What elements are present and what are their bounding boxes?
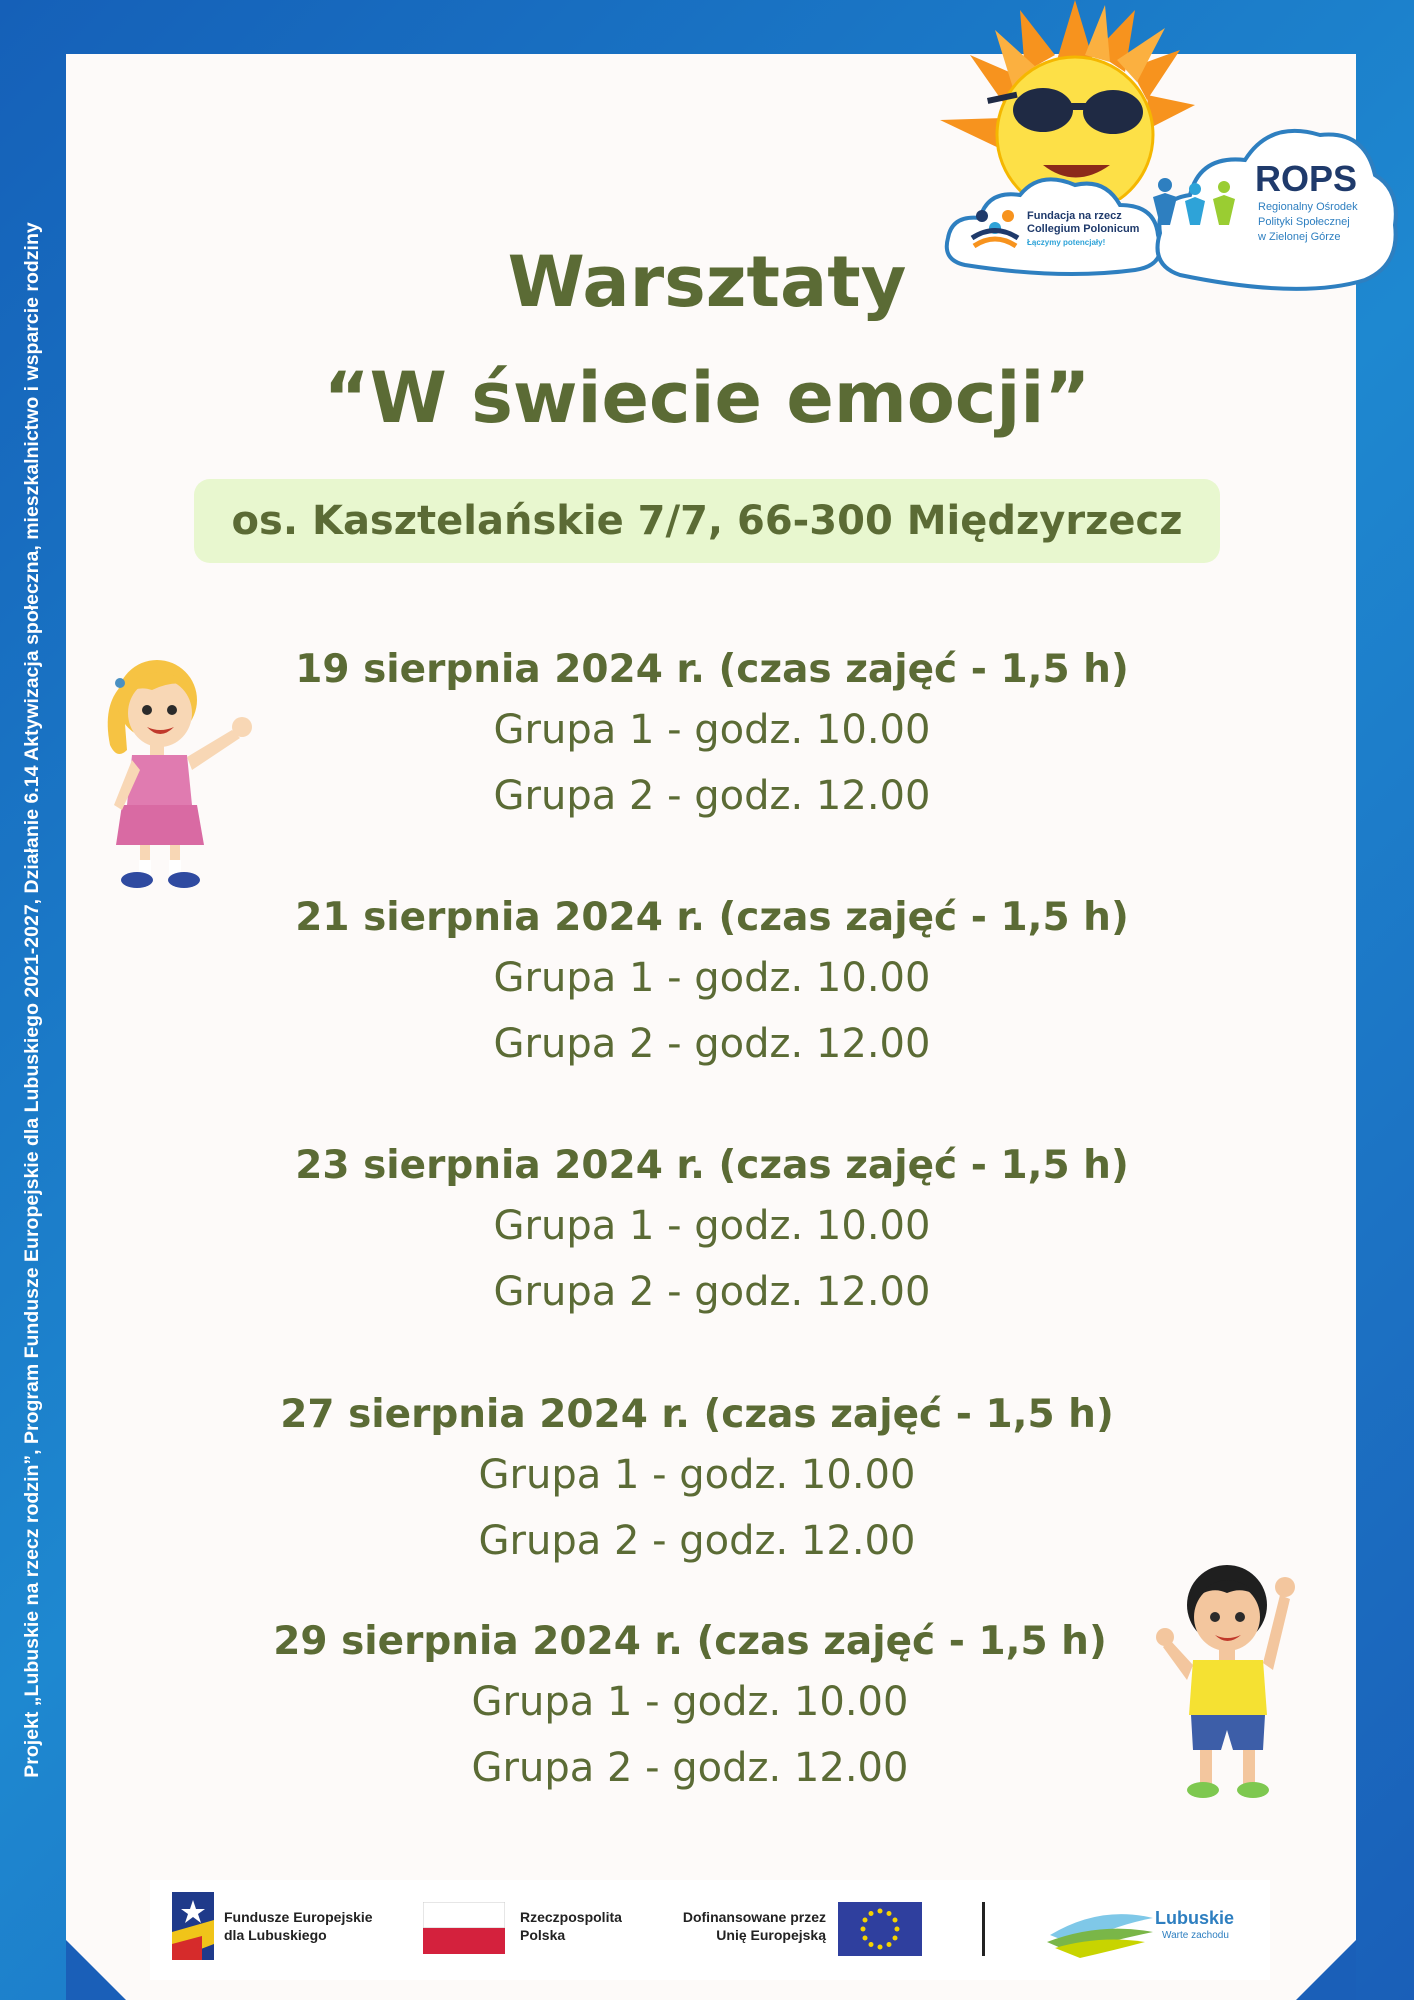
polish-flag-icon [423,1902,505,1954]
rops-line2: Polityki Społecznej [1258,216,1350,228]
rp-line2: Polska [520,1927,566,1943]
fundacja-line1: Fundacja na rzecz [1027,210,1122,222]
fundacja-line2: Collegium Polonicum [1027,223,1140,235]
address-text: os. Kasztelańskie 7/7, 66-300 Międzyrzecz [231,498,1183,544]
session-date: 21 sierpnia 2024 r. (czas zajęć - 1,5 h) [295,895,1129,940]
lubuskie-logo-icon [1045,1900,1155,1960]
rp-line1: Rzeczpospolita [520,1909,622,1925]
fe-line1: Fundusze Europejskie [224,1909,373,1925]
fundacja-tagline: Łączymy potencjały! [1027,238,1106,247]
fe-line2: dla Lubuskiego [224,1927,327,1943]
session-date: 27 sierpnia 2024 r. (czas zajęć - 1,5 h) [280,1392,1114,1437]
footer-logos [150,1880,1270,1980]
session-block [212,643,1212,829]
girl-illustration-icon [92,645,262,895]
session-block [212,891,1212,1077]
session-group-1: Grupa 1 - godz. 10.00 [471,1679,909,1725]
eu-line2: Unię Europejską [716,1927,826,1943]
session-group-1: Grupa 1 - godz. 10.00 [478,1452,916,1498]
title-line-1: Warsztaty [507,241,907,323]
panel-corner-left [66,1940,126,2000]
session-group-2: Grupa 2 - godz. 12.00 [471,1745,909,1791]
session-date: 19 sierpnia 2024 r. (czas zajęć - 1,5 h) [295,647,1129,692]
session-date: 23 sierpnia 2024 r. (czas zajęć - 1,5 h) [295,1143,1129,1188]
session-group-1: Grupa 1 - godz. 10.00 [493,1203,931,1249]
session-block [197,1388,1197,1574]
session-date: 29 sierpnia 2024 r. (czas zajęć - 1,5 h) [273,1619,1107,1664]
rops-line1: Regionalny Ośrodek [1258,201,1358,213]
rops-people-icon [1150,175,1240,230]
fe-flag-icon [172,1892,214,1960]
session-group-2: Grupa 2 - godz. 12.00 [493,1021,931,1067]
session-group-2: Grupa 2 - godz. 12.00 [478,1518,916,1564]
session-block [190,1615,1190,1801]
footer-divider [982,1902,985,1956]
title-line-2: “W świecie emocji” [323,357,1091,439]
rops-name: ROPS [1255,158,1358,199]
session-group-1: Grupa 1 - godz. 10.00 [493,955,931,1001]
side-banner-text: Projekt „Lubuskie na rzecz rodzin”, Program Fundusze Europejskie dla Lubuskiego 2021-2027, Działanie 6.14 Aktywizacja społeczna, mieszkalnictwo i wsparcie rodziny [21,222,43,1778]
eu-line1: Dofinansowane przez [682,1909,826,1925]
lubuskie-name: Lubuskie [1155,1908,1235,1928]
session-group-1: Grupa 1 - godz. 10.00 [493,707,931,753]
boy-illustration-icon [1155,1555,1305,1805]
session-group-2: Grupa 2 - godz. 12.00 [493,773,931,819]
session-block [212,1139,1212,1325]
lubuskie-tagline: Warte zachodu [1162,1930,1229,1941]
panel-corner-right [1296,1940,1356,2000]
eu-flag-icon [838,1902,922,1956]
rops-line3: w Zielonej Górze [1258,231,1341,243]
address-box [194,479,1220,563]
session-group-2: Grupa 2 - godz. 12.00 [493,1269,931,1315]
